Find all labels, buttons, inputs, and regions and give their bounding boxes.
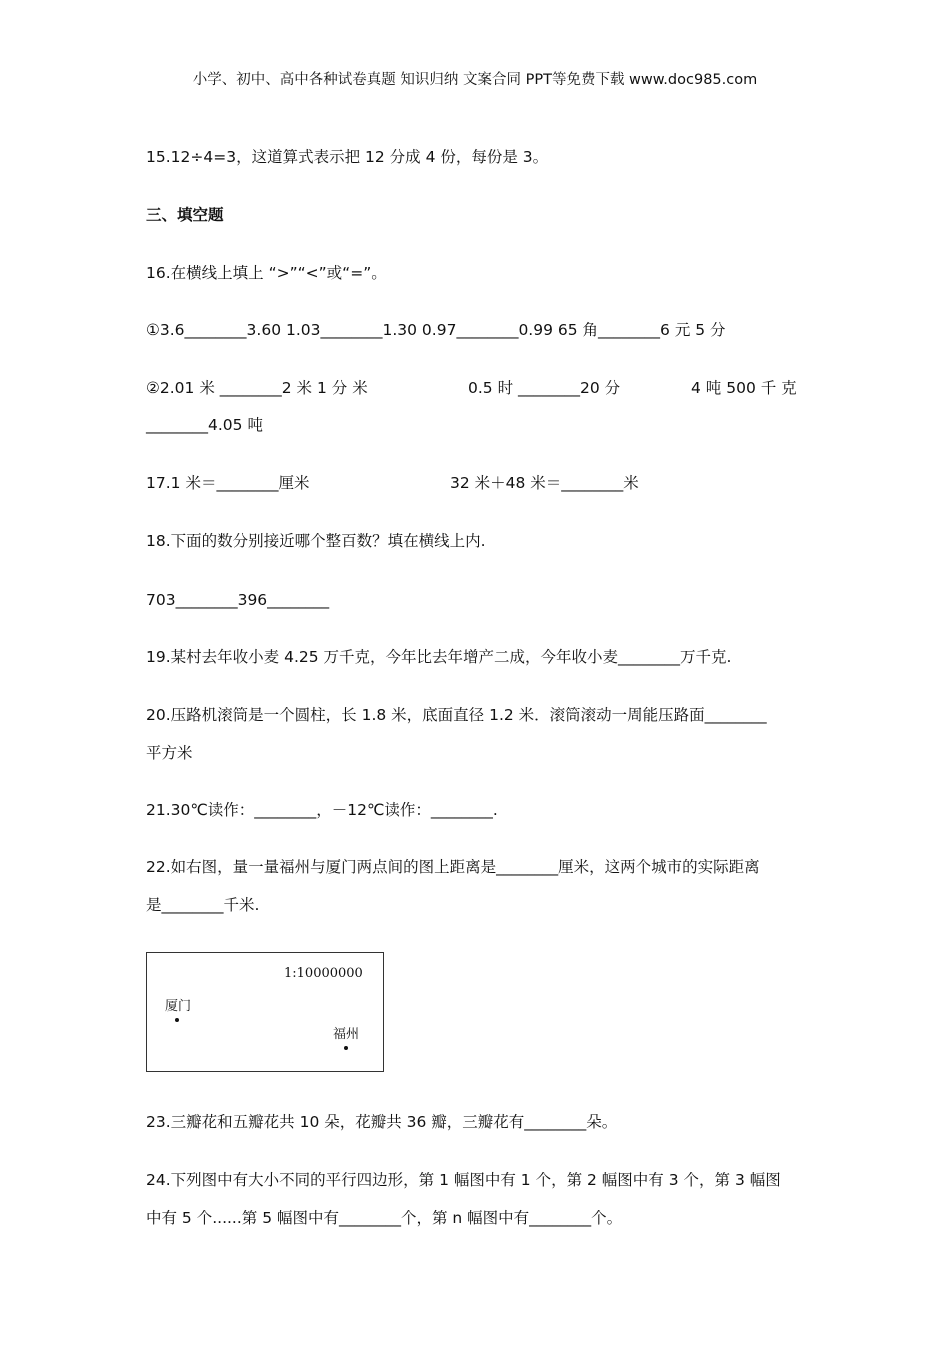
question-17a: 17.1 米＝________厘米 [146,474,310,492]
question-16-row-1: ①3.6________3.60 1.03________1.30 0.97________0.99 65 角________6 元 5 分 [146,321,726,339]
question-16-row-2d: ________4.05 吨 [146,416,263,434]
question-15: 15.12÷4=3，这道算式表示把 12 分成 4 份，每份是 3。 [146,148,549,166]
map-city-fuzhou-label: 福州 [333,1027,360,1042]
question-18-answer-line: 703________396________ [146,591,330,609]
question-22-line-1: 22.如右图，量一量福州与厦门两点间的图上距离是________厘米，这两个城市的实际距离 [146,858,760,876]
question-17b: 32 米＋48 米＝________米 [450,474,639,492]
question-19: 19.某村去年收小麦 4.25 万千克，今年比去年增产二成，今年收小麦________万千克. [146,648,732,666]
map-city-xiamen-dot [175,1018,179,1022]
section-title-fill-blank: 三、填空题 [146,206,224,224]
question-20-line-2: 平方米 [146,744,193,762]
question-24-line-2: 中有 5 个......第 5 幅图中有________个，第 n 幅图中有________个。 [146,1209,623,1227]
question-16-row-2a: ②2.01 米 ________2 米 1 分 米 [146,379,368,397]
map-city-fuzhou-dot [344,1046,348,1050]
map-figure [146,952,384,1072]
question-22-line-2: 是________千米. [146,896,260,914]
question-16-stem: 16.在横线上填上 “>”“<”或“=”。 [146,264,387,282]
map-scale-label: 1:10000000 [284,966,363,981]
question-24-line-1: 24.下列图中有大小不同的平行四边形，第 1 幅图中有 1 个，第 2 幅图中有 3 个，第 3 幅图 [146,1171,781,1189]
question-18-stem: 18.下面的数分别接近哪个整百数？填在横线上内. [146,532,486,550]
question-23: 23.三瓣花和五瓣花共 10 朵，花瓣共 36 瓣，三瓣花有________朵。 [146,1113,618,1131]
page-header: 小学、初中、高中各种试卷真题 知识归纳 文案合同 PPT等免费下载 www.doc985.com [192,72,758,88]
question-16-row-2c: 4 吨 500 千 克 [691,379,797,397]
question-20-line-1: 20.压路机滚筒是一个圆柱，长 1.8 米，底面直径 1.2 米．滚筒滚动一周能压路面________ [146,706,767,724]
map-city-xiamen-label: 厦门 [165,999,192,1014]
question-21: 21.30℃读作：________，－12℃读作：________. [146,801,498,819]
question-16-row-2b: 0.5 时 ________20 分 [468,379,621,397]
